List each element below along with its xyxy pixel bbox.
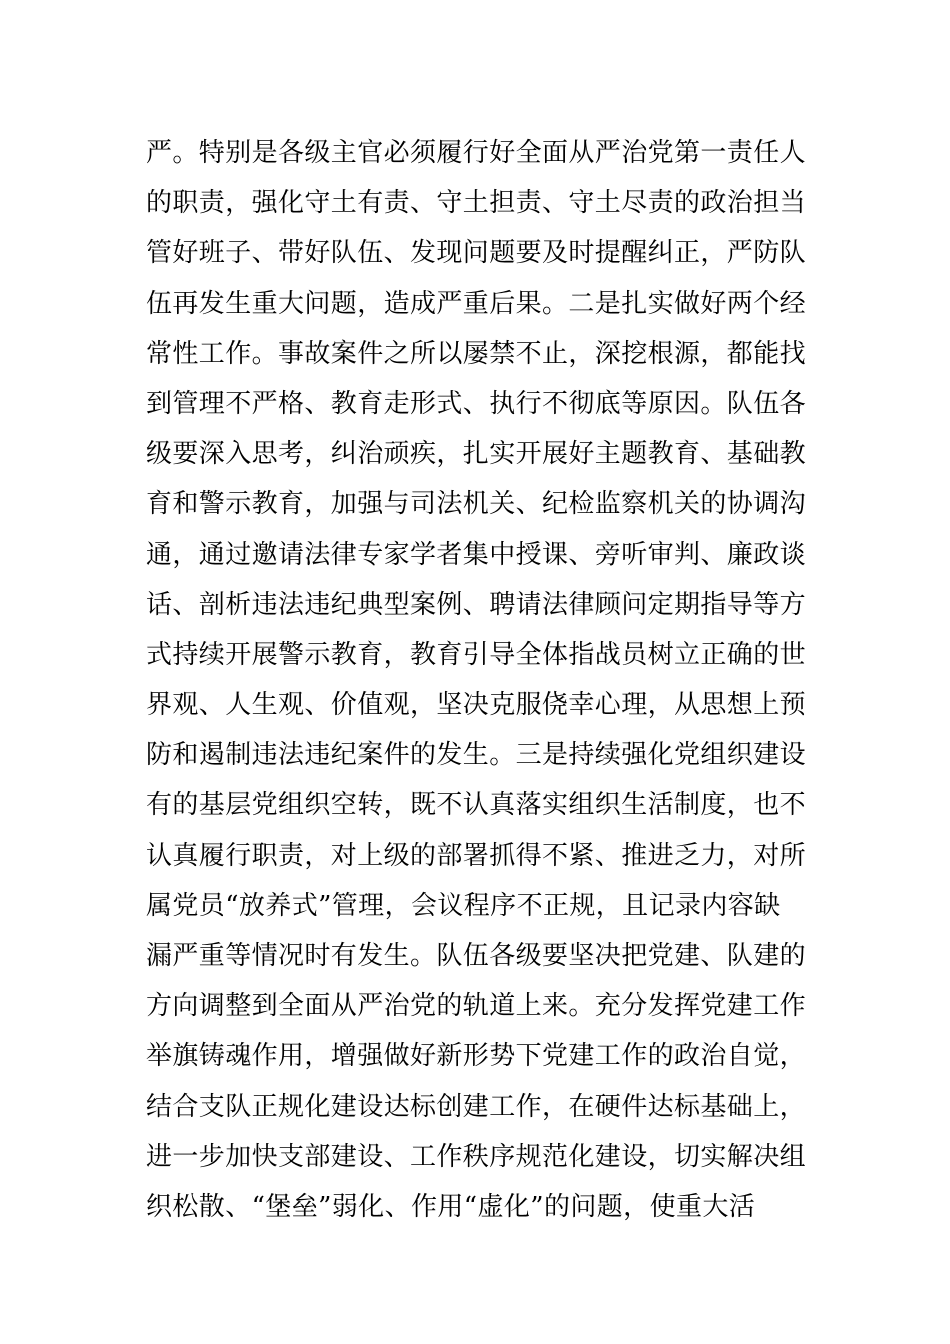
text-line: 进一步加快支部建设、工作秩序规范化建设，切实解决组 [146, 1141, 807, 1172]
text-line: 通，通过邀请法律专家学者集中授课、旁听审判、廉政谈 [146, 539, 807, 570]
text-line: 的职责，强化守土有责、守土担责、守土尽责的政治担当 [146, 188, 807, 219]
text-line: 常性工作。事故案件之所以屡禁不止，深挖根源，都能找 [146, 338, 807, 369]
text-line: 漏严重等情况时有发生。队伍各级要坚决把党建、队建的 [146, 941, 807, 971]
text-line: 属党员“放养式”管理，会议程序不正规，且记录内容缺 [146, 890, 781, 921]
text-line: 式持续开展警示教育，教育引导全体指战员树立正确的世 [146, 639, 807, 670]
body-text [146, 128, 811, 1232]
text-line: 防和遏制违法违纪案件的发生。三是持续强化党组织建设 [146, 740, 807, 771]
text-line: 话、剖析违法违纪典型案例、聘请法律顾问定期指导等方 [146, 589, 807, 620]
text-line: 到管理不严格、教育走形式、执行不彻底等原因。队伍各 [146, 388, 807, 419]
text-line: 认真履行职责，对上级的部署抓得不紧、推进乏力，对所 [146, 840, 807, 871]
text-line: 结合支队正规化建设达标创建工作，在硬件达标基础上， [146, 1091, 807, 1122]
text-line: 管好班子、带好队伍、发现问题要及时提醒纠正，严防队 [146, 238, 807, 269]
text-line: 界观、人生观、价值观，坚决克服侥幸心理，从思想上预 [146, 690, 807, 721]
text-line: 举旗铸魂作用，增强做好新形势下党建工作的政治自觉， [146, 1041, 807, 1072]
text-line: 有的基层党组织空转，既不认真落实组织生活制度，也不 [146, 790, 807, 821]
text-line: 方向调整到全面从严治党的轨道上来。充分发挥党建工作 [146, 991, 807, 1022]
text-line: 育和警示教育，加强与司法机关、纪检监察机关的协调沟 [146, 489, 807, 520]
text-line: 织松散、“堡垒”弱化、作用“虚化”的问题，使重大活 [146, 1191, 756, 1222]
text-line: 伍再发生重大问题，造成严重后果。二是扎实做好两个经 [146, 288, 807, 319]
text-line: 严。特别是各级主官必须履行好全面从严治党第一责任人 [146, 138, 807, 168]
text-line: 级要深入思考，纠治顽疾，扎实开展好主题教育、基础教 [146, 439, 807, 470]
